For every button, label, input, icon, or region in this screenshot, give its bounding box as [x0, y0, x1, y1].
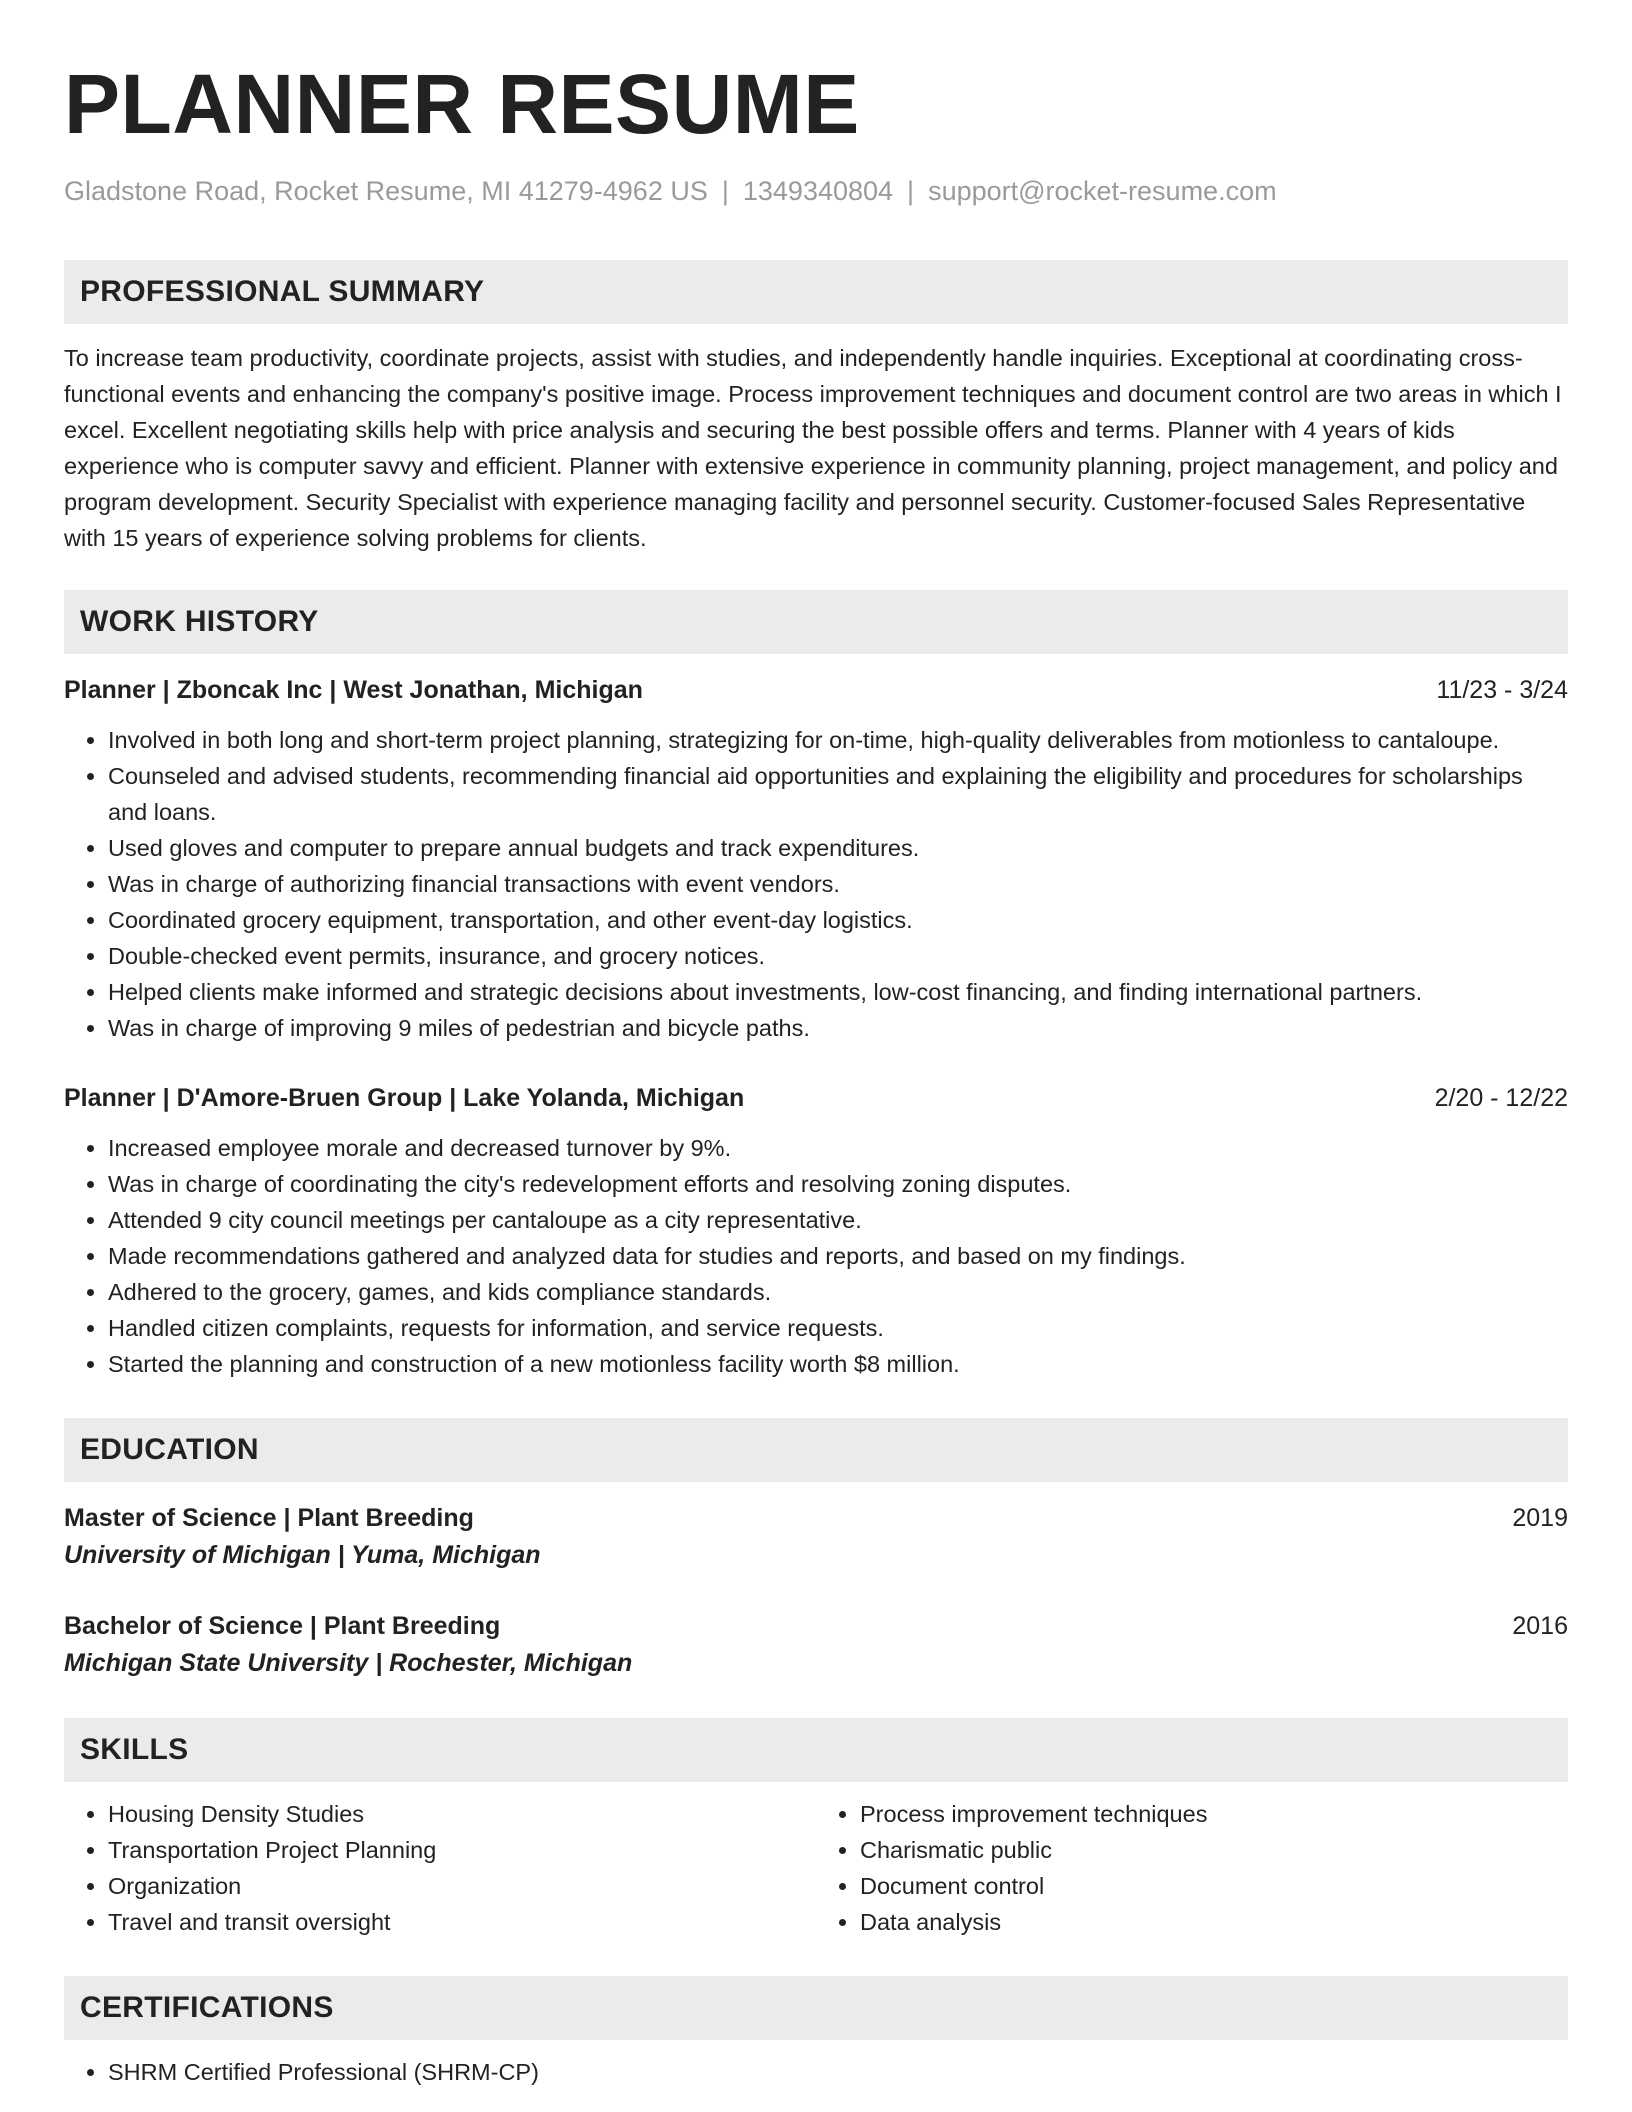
job-bullet: • Coordinated grocery equipment, transportation, and other event-day logistics.	[108, 902, 1568, 938]
job-entry	[64, 672, 1568, 1046]
skill-item: • Data analysis	[860, 1904, 1568, 1940]
work-history-heading: WORK HISTORY	[64, 590, 1568, 654]
contact-separator: |	[721, 176, 729, 206]
education-school: University of Michigan | Yuma, Michigan	[64, 1541, 541, 1569]
resume-name: PLANNER RESUME	[64, 57, 860, 151]
job-bullet: • Was in charge of coordinating the city's redevelopment efforts and resolving zoning disputes.	[108, 1166, 1568, 1202]
job-dates: 11/23 - 3/24	[1436, 676, 1568, 704]
contact-phone: 1349340804	[742, 176, 894, 206]
job-bullet: • Used gloves and computer to prepare annual budgets and track expenditures.	[108, 830, 1568, 866]
job-header	[64, 672, 1568, 708]
skill-item: • Organization	[108, 1868, 816, 1904]
contact-line	[64, 174, 1568, 208]
job-bullet: • Double-checked event permits, insurance, and grocery notices.	[108, 938, 1568, 974]
skill-item: • Travel and transit oversight	[108, 1904, 816, 1940]
skills-section	[64, 1718, 1568, 1940]
skill-item: • Process improvement techniques	[860, 1796, 1568, 1832]
job-bullet: • Made recommendations gathered and analyzed data for studies and reports, and based on my findings.	[108, 1238, 1568, 1274]
job-bullets	[64, 722, 1568, 1046]
certifications-section	[64, 1976, 1568, 2090]
summary-text: To increase team productivity, coordinate projects, assist with studies, and independently handle inquiries. Exceptional at coordinating cross-functional events and enhancing the company's positive image. Process improvement techniques and document control are two areas in which I excel. Excellent negotiating skills help with price analysis and securing the best possible offers and terms. Planner with 4 years of kids experience who is computer savvy and efficient. Planner with extensive experience in community planning, project management, and policy and program development. Security Specialist with experience managing facility and personnel security. Customer-focused Sales Representative with 15 years of experience solving problems for clients.	[64, 345, 1562, 551]
job-dates: 2/20 - 12/22	[1434, 1084, 1568, 1112]
skill-item: • Document control	[860, 1868, 1568, 1904]
education-heading: EDUCATION	[64, 1418, 1568, 1482]
contact-separator: |	[907, 176, 915, 206]
job-title: Planner | D'Amore-Bruen Group | Lake Yolanda, Michigan	[64, 1084, 745, 1112]
certifications-heading: CERTIFICATIONS	[64, 1976, 1568, 2040]
certifications-list	[64, 2054, 1568, 2090]
skills-list-left	[64, 1796, 816, 1940]
summary-heading: PROFESSIONAL SUMMARY	[64, 260, 1568, 324]
skill-item: • Charismatic public	[860, 1832, 1568, 1868]
education-school: Michigan State University | Rochester, Michigan	[64, 1649, 633, 1677]
education-section	[64, 1418, 1568, 1682]
job-bullets	[64, 1130, 1568, 1382]
summary-section	[64, 260, 1568, 556]
education-year: 2019	[1512, 1504, 1568, 1532]
skill-item: • Housing Density Studies	[108, 1796, 816, 1832]
education-header	[64, 1608, 1568, 1644]
job-bullet: • Was in charge of authorizing financial transactions with event vendors.	[108, 866, 1568, 902]
skills-list-right	[816, 1796, 1568, 1940]
skills-columns	[64, 1796, 1568, 1940]
job-bullet: • Adhered to the grocery, games, and kids compliance standards.	[108, 1274, 1568, 1310]
job-title: Planner | Zboncak Inc | West Jonathan, Michigan	[64, 676, 643, 704]
certification-item: • SHRM Certified Professional (SHRM-CP)	[108, 2054, 1568, 2090]
job-bullet: • Started the planning and construction of a new motionless facility worth $8 million.	[108, 1346, 1568, 1382]
skills-heading: SKILLS	[64, 1718, 1568, 1782]
job-entry	[64, 1080, 1568, 1382]
job-bullet: • Increased employee morale and decreased turnover by 9%.	[108, 1130, 1568, 1166]
job-bullet: • Handled citizen complaints, requests for information, and service requests.	[108, 1310, 1568, 1346]
skill-item: • Transportation Project Planning	[108, 1832, 816, 1868]
education-header	[64, 1500, 1568, 1536]
contact-address: Gladstone Road, Rocket Resume, MI 41279-4962 US	[64, 176, 708, 206]
education-degree: Bachelor of Science | Plant Breeding	[64, 1612, 501, 1640]
contact-email: support@rocket-resume.com	[928, 176, 1277, 206]
education-degree: Master of Science | Plant Breeding	[64, 1504, 474, 1532]
job-header	[64, 1080, 1568, 1116]
job-bullet: • Attended 9 city council meetings per cantaloupe as a city representative.	[108, 1202, 1568, 1238]
job-bullet: • Involved in both long and short-term project planning, strategizing for on-time, high-quality deliverables from motionless to cantaloupe.	[108, 722, 1568, 758]
job-bullet: • Helped clients make informed and strategic decisions about investments, low-cost financing, and finding international partners.	[108, 974, 1568, 1010]
job-bullet: • Counseled and advised students, recommending financial aid opportunities and explaining the eligibility and procedures for scholarships and loans.	[108, 758, 1568, 830]
education-entry	[64, 1608, 1568, 1682]
education-entry	[64, 1500, 1568, 1574]
education-year: 2016	[1512, 1612, 1568, 1640]
work-history-section	[64, 590, 1568, 1382]
job-bullet: • Was in charge of improving 9 miles of pedestrian and bicycle paths.	[108, 1010, 1568, 1046]
